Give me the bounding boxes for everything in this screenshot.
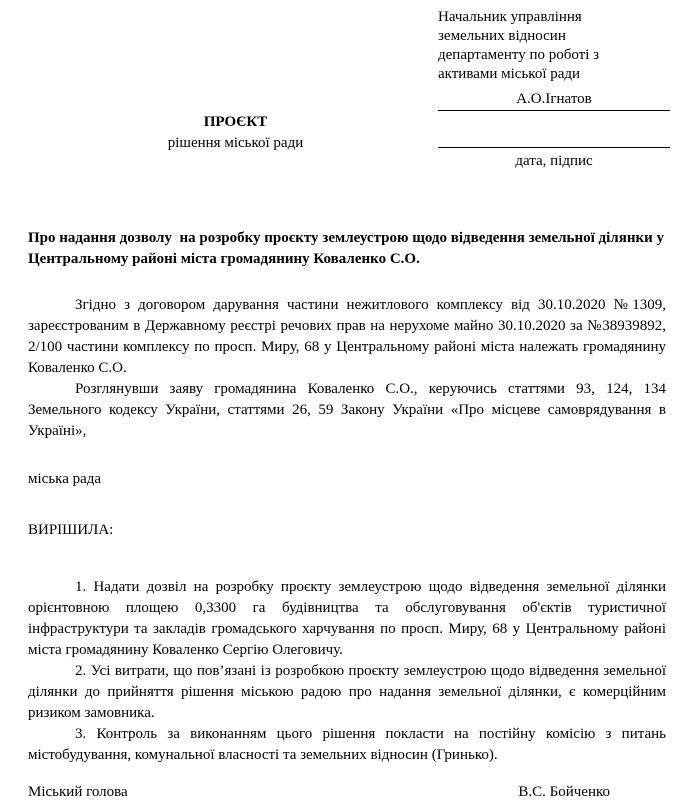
document-title: ПРОЄКТ: [203, 114, 268, 130]
document-title-block: [48, 112, 423, 154]
decision-item-2: 2. Усі витрати, що пов’язані із розробкою проєкту землеустрою щодо відведення земельної ділянки до прийняття рішення міською радою про надання земельної ділянки, є комерційним ризиком замовника.: [28, 663, 666, 721]
document-subtitle: рішення міської ради: [167, 135, 304, 151]
approver-title-line: Начальник управління: [438, 9, 582, 25]
decision-items: [28, 577, 666, 766]
document-header: [28, 0, 666, 228]
date-signature-caption: дата, підпис: [515, 153, 593, 169]
body-paragraph-2: Розглянувши заяву громадянина Коваленко С.О., керуючись статтями 93, 124, 134 Земельного кодексу України, статтями 26, 59 Закону України «Про місцеве самоврядування в Україні»,: [28, 381, 666, 439]
subject-paragraph: Про надання дозволу на розробку проєкту землеустрою щодо відведення земельної ділянки у Центральному районі міста громадянину Коваленко С.О.: [28, 230, 668, 267]
signature-blank-line: [438, 111, 670, 148]
approver-signature-block: [438, 8, 670, 172]
approver-title: [438, 8, 670, 84]
mayor-position-title: Міський голова: [28, 784, 128, 800]
approver-title-line: активами міської ради: [438, 66, 581, 82]
approver-title-line: земельних відносин: [438, 28, 566, 44]
council-line: міська рада: [28, 471, 102, 487]
body-paragraph-1: Згідно з договором дарування частини нежитлового комплексу від 30.10.2020 №1309, зареєстрованим в Державному реєстрі речових прав на нерухоме майно 30.10.2020 за №38939892, 2/100 частини комплексу по просп. Миру, 68 у Центральному районі міста належать громадянину Коваленко С.О.: [28, 297, 666, 376]
mayor-name: В.С. Бойченко: [518, 784, 610, 800]
decision-item-1: 1. Надати дозвіл на розробку проєкту землеустрою щодо відведення земельної ділянки орієнтовною площею 0,3300 га будівництва та обслуговування об'єктів туристичної інфраструктури та закладів громадського харчування по просп. Миру, 68 у Центральному районі міста громадянину Коваленко Сергію Олеговичу.: [28, 579, 666, 658]
decision-item-3: 3. Контроль за виконанням цього рішення покласти на постійну комісію з питань містобудування, комунальної власності та земельних відносин (Гринько).: [28, 726, 666, 763]
footer-signature-row: [28, 782, 666, 803]
approver-title-line: департаменту по роботі з: [438, 47, 600, 63]
approver-name-over-line: А.О.Ігнатов: [438, 91, 670, 111]
resolved-heading: ВИРІШИЛА:: [28, 522, 114, 538]
